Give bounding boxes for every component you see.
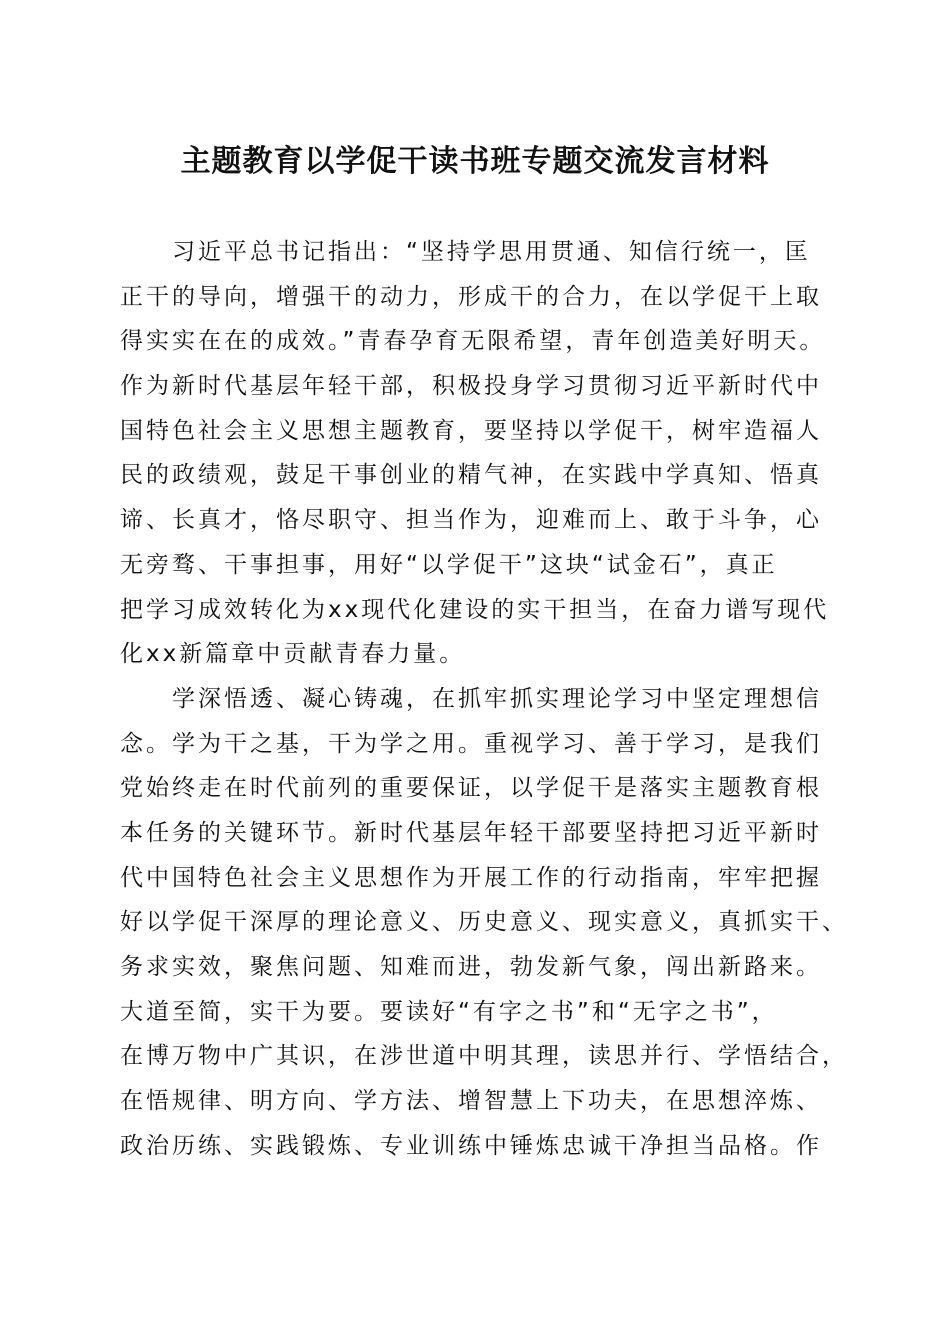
paragraph	[120, 677, 860, 1169]
text-line: 得实实在在的成效。”青春孕育无限希望，青年创造美好明天。	[120, 328, 826, 355]
paragraph	[120, 230, 860, 677]
text-line: 政治历练、实践锻炼、专业训练中锤炼忠诚干净担当品格。作	[120, 1132, 822, 1159]
document-body	[120, 230, 860, 1168]
text-line: 代中国特色社会主义思想作为开展工作的行动指南，牢牢把握	[120, 864, 822, 891]
text-line: 本任务的关键环节。新时代基层年轻干部要坚持把习近平新时	[120, 819, 822, 846]
text-line: 在博万物中广其识，在涉世道中明其理，读思并行、学悟结合，	[120, 1043, 848, 1070]
text-line: 化xx新篇章中贡献青春力量。	[120, 641, 466, 668]
text-line: 民的政绩观，鼓足干事创业的精气神，在实践中学真知、悟真	[120, 462, 822, 489]
text-line: 大道至简，实干为要。要读好“有字之书”和“无字之书”，	[120, 998, 778, 1025]
text-line: 谛、长真才，恪尽职守、担当作为，迎难而上、敢于斗争，心	[120, 507, 822, 534]
text-line: 务求实效，聚焦问题、知难而进，勃发新气象，闯出新路来。	[120, 954, 822, 980]
text-line: 学深悟透、凝心铸魂，在抓牢抓实理论学习中坚定理想信	[172, 685, 822, 712]
text-line: 在悟规律、明方向、学方法、增智慧上下功夫，在思想淬炼、	[120, 1088, 822, 1115]
text-line: 好以学促干深厚的理论意义、历史意义、现实意义，真抓实干、	[120, 909, 848, 936]
text-line: 作为新时代基层年轻干部，积极投身学习贯彻习近平新时代中	[120, 373, 822, 400]
document-title: 主题教育以学促干读书班专题交流发言材料	[180, 144, 770, 179]
text-line: 国特色社会主义思想主题教育，要坚持以学促干，树牢造福人	[120, 417, 822, 444]
text-line: 念。学为干之基，干为学之用。重视学习、善于学习，是我们	[120, 730, 822, 757]
text-line: 无旁骛、干事担事，用好“以学促干”这块“试金石”，真正	[120, 551, 778, 578]
text-line: 把学习成效转化为xx现代化建设的实干担当，在奋力谱写现代	[120, 596, 830, 623]
text-line: 习近平总书记指出：“坚持学思用贯通、知信行统一，匡	[172, 239, 811, 265]
text-line: 党始终走在时代前列的重要保证，以学促干是落实主题教育根	[120, 775, 822, 802]
text-line: 正干的导向，增强干的动力，形成干的合力，在以学促干上取	[120, 283, 822, 310]
